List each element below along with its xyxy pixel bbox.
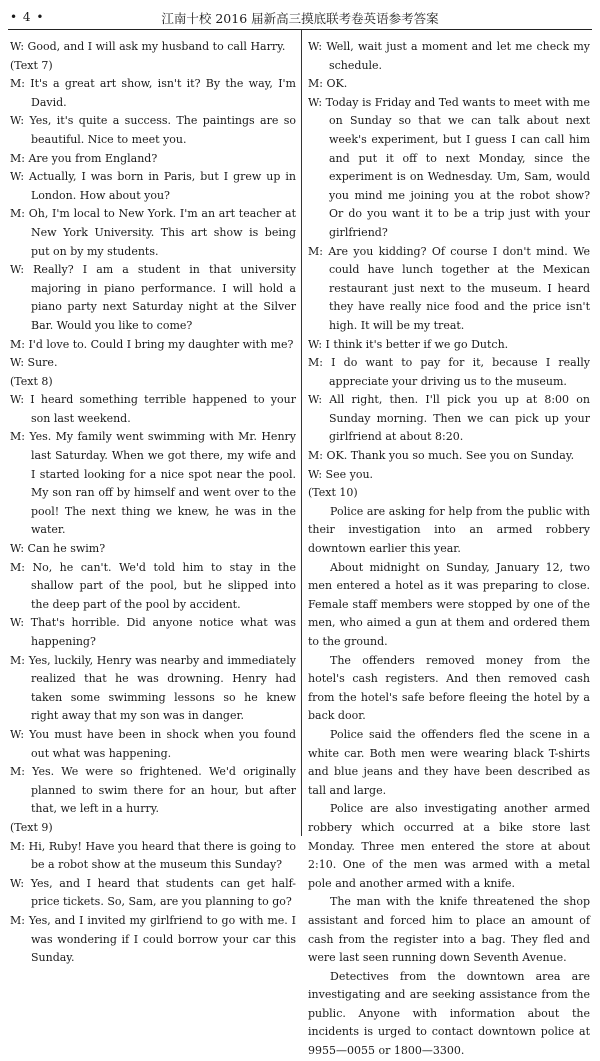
dialogue-line: M: Yes, luckily, Henry was nearby and immediately realized that he was drowning. Henry had taken some swimming lessons so he knew right away that my son was in danger.: [10, 653, 296, 723]
text-label: (Text 10): [308, 486, 358, 500]
column-divider: [301, 30, 302, 836]
passage-paragraph: Police are asking for help from the public with their investigation into an armed robbery downtown earlier this year.: [308, 504, 590, 556]
dialogue-line: M: Are you from England?: [10, 151, 158, 165]
passage-paragraph: The offenders removed money from the hotel's cash registers. And then removed cash from the hotel's safe before fleeing the hotel by a back door.: [308, 653, 590, 723]
dialogue-line: W: Today is Friday and Ted wants to meet with me on Sunday so that we can talk about next week's experiment, but I guess I can call him and put it off to next Monday, since the experiment is on Wednesday. Um, Sam, would you mind me joining you at the robot show? Or do you want it to be a trip just with your girlfriend?: [308, 95, 590, 239]
dialogue-line: M: I do want to pay for it, because I really appreciate your driving us to the museum.: [308, 356, 590, 388]
dialogue-line: W: Well, wait just a moment and let me check my schedule.: [308, 40, 590, 72]
dialogue-line: W: Really? I am a student in that university majoring in piano performance. I will hold a piano party next Saturday night at the Silver Bar. Would you like to come?: [10, 263, 296, 332]
header-title: 江南十校 2016 届新高三摸底联考卷英语参考答案: [161, 11, 439, 26]
page-number: • 4 •: [10, 10, 45, 24]
dialogue-line: M: Yes. My family went swimming with Mr. Henry last Saturday. When we got there, my wife and I started looking for a nice spot near the pool. My son ran off by himself and went over to the pool! The next thing we knew, he was in the water.: [10, 430, 296, 537]
passage-paragraph: The man with the knife threatened the shop assistant and forced him to place an amount of cash from the register into a bag. They fled and were last seen running down Seventh Avenue.: [308, 895, 590, 965]
passage-paragraph: Detectives from the downtown area are investigating and are seeking assistance from the public. Anyone with information about the incidents is urged to contact downtown police at 9955—0055 or 1800—3300.: [308, 969, 590, 1058]
dialogue-line: W: I heard something terrible happened to your son last weekend.: [10, 393, 296, 425]
dialogue-line: M: OK. Thank you so much. See you on Sunday.: [308, 449, 575, 463]
dialogue-line: W: Yes, and I heard that students can get half-price tickets. So, Sam, are you planning to go?: [10, 876, 296, 909]
dialogue-line: W: All right, then. I'll pick you up at 8:00 on Sunday morning. Then we can pick up your girlfriend at about 8:20.: [308, 393, 590, 444]
dialogue-line: W: Yes, it's quite a success. The paintings are so beautiful. Nice to meet you.: [10, 114, 296, 146]
dialogue-line: M: It's a great art show, isn't it? By the way, I'm David.: [10, 77, 296, 109]
dialogue-line: W: See you.: [308, 467, 374, 481]
header-rule: [8, 29, 592, 30]
dialogue-line: M: OK.: [308, 77, 348, 91]
dialogue-line: W: You must have been in shock when you found out what was happening.: [10, 727, 296, 760]
right-column: [308, 38, 590, 1061]
dialogue-line: M: Oh, I'm local to New York. I'm an art teacher at New York University. This art show is being put on by my students.: [10, 207, 296, 258]
dialogue-line: M: Yes. We were so frightened. We'd originally planned to swim there for an hour, but after that, we left in a hurry.: [10, 765, 296, 816]
dialogue-line: W: Actually, I was born in Paris, but I grew up in London. How about you?: [10, 170, 296, 202]
passage-paragraph: Police are also investigating another armed robbery which occurred at a bike store last Monday. Three men entered the store at about 2:10. One of the men was armed with a metal pole and another armed with a knife.: [308, 802, 590, 890]
dialogue-line: M: Yes, and I invited my girlfriend to go with me. I was wondering if I could borrow your car this Sunday.: [10, 913, 296, 965]
dialogue-line: W: That's horrible. Did anyone notice what was happening?: [10, 616, 296, 648]
page-header: [0, 6, 600, 28]
dialogue-line: M: No, he can't. We'd told him to stay in the shallow part of the pool, but he slipped into the deep part of the pool by accident.: [10, 560, 296, 611]
dialogue-line: M: I'd love to. Could I bring my daughter with me?: [10, 337, 294, 351]
dialogue-line: W: Good, and I will ask my husband to call Harry.: [10, 40, 286, 53]
dialogue-line: M: Are you kidding? Of course I don't mind. We could have lunch together at the Mexican restaurant just next to the museum. I heard they have really nice food and the price isn't high. It will be my treat.: [308, 244, 590, 332]
text-label: (Text 7): [10, 58, 53, 72]
passage-paragraph: Police said the offenders fled the scene in a white car. Both men were wearing black T-shirts and blue jeans and they have been described as tall and large.: [308, 727, 590, 797]
text-label: (Text 9): [10, 820, 53, 834]
text-label: (Text 8): [10, 374, 53, 388]
dialogue-line: W: Can he swim?: [10, 542, 106, 556]
dialogue-line: W: Sure.: [10, 356, 58, 370]
passage-paragraph: About midnight on Sunday, January 12, two men entered a hotel as it was preparing to close. Female staff members were stopped by one of the men, who aimed a gun at them and ordered them to the ground.: [308, 560, 590, 648]
dialogue-line: W: I think it's better if we go Dutch.: [308, 337, 509, 351]
dialogue-line: M: Hi, Ruby! Have you heard that there is going to be a robot show at the museum this Sunday?: [10, 839, 296, 872]
left-column: [10, 38, 296, 968]
